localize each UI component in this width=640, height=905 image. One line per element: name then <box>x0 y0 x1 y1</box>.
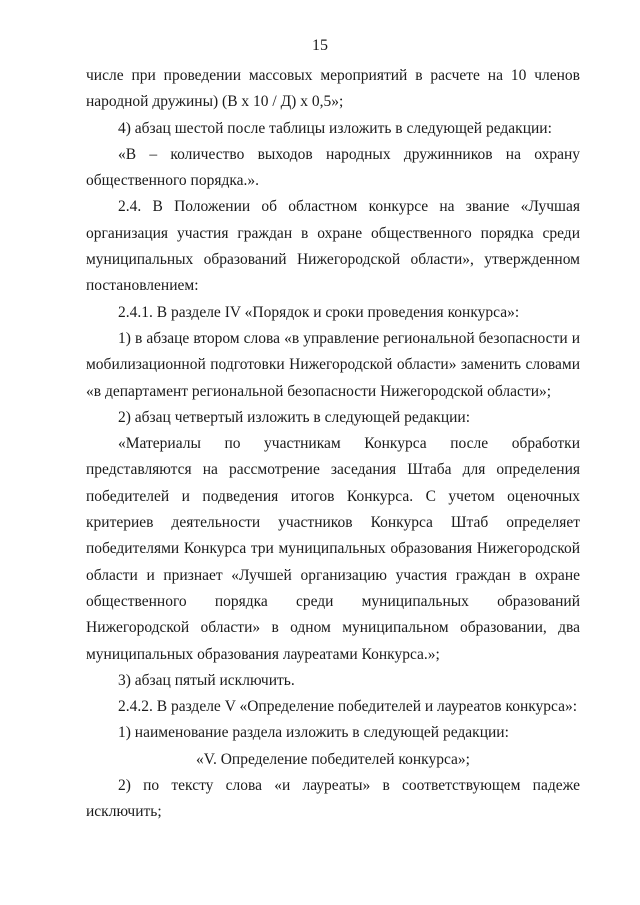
paragraph-section-title-quote: «V. Определение победителей конкурса»; <box>196 750 470 768</box>
paragraph-subitem-3: 3) абзац пятый исключить. <box>118 671 295 689</box>
paragraph-section-2-4: 2.4. В Положении об областном конкурсе на звание «Лучшая организация участия граждан в охране общественного порядка среди муниципальных образований Нижегородской области», утвержденном постановлением: <box>86 198 580 295</box>
paragraph-section-2-4-2-item-1: 1) наименование раздела изложить в следующей редакции: <box>118 724 509 742</box>
paragraph-subitem-1: 1) в абзаце втором слова «в управление региональной безопасности и мобилизационной подготовки Нижегородской области» заменить словами «в департамент региональной безопасности Нижегородской области»; <box>86 329 580 400</box>
paragraph-section-2-4-1: 2.4.1. В разделе IV «Порядок и сроки проведения конкурса»: <box>118 303 520 321</box>
paragraph-quote-v-definition: «В – количество выходов народных дружинников на охрану общественного порядка.». <box>86 145 580 190</box>
paragraph-subitem-2: 2) абзац четвертый изложить в следующей редакции: <box>118 408 471 426</box>
paragraph-quote-materials: «Материалы по участникам Конкурса после обработки представляются на рассмотрение заседания Штаба для определения победителей и подведения итогов Конкурса. С учетом оценочных критериев деятельности участников Конкурса Штаб определяет победителями Конкурса три муниципальных образования Нижегородской области и признает «Лучшей организацию участия граждан в охране общественного порядка среди муниципальных образований Нижегородской области» в одном муниципальном образовании, два муниципальных образования лауреатами Конкурса.»; <box>86 435 580 663</box>
paragraph-continuation: числе при проведении массовых мероприятий в расчете на 10 членов народной дружины) (В х 10 / Д) х 0,5»; <box>86 67 580 111</box>
page-number: 15 <box>312 37 328 54</box>
document-body <box>86 63 580 826</box>
paragraph-section-2-4-2: 2.4.2. В разделе V «Определение победителей и лауреатов конкурса»: <box>118 698 578 716</box>
paragraph-item-4: 4) абзац шестой после таблицы изложить в следующей редакции: <box>118 119 552 137</box>
paragraph-section-2-4-2-item-2: 2) по тексту слова «и лауреаты» в соответствующем падеже исключить; <box>86 777 580 821</box>
